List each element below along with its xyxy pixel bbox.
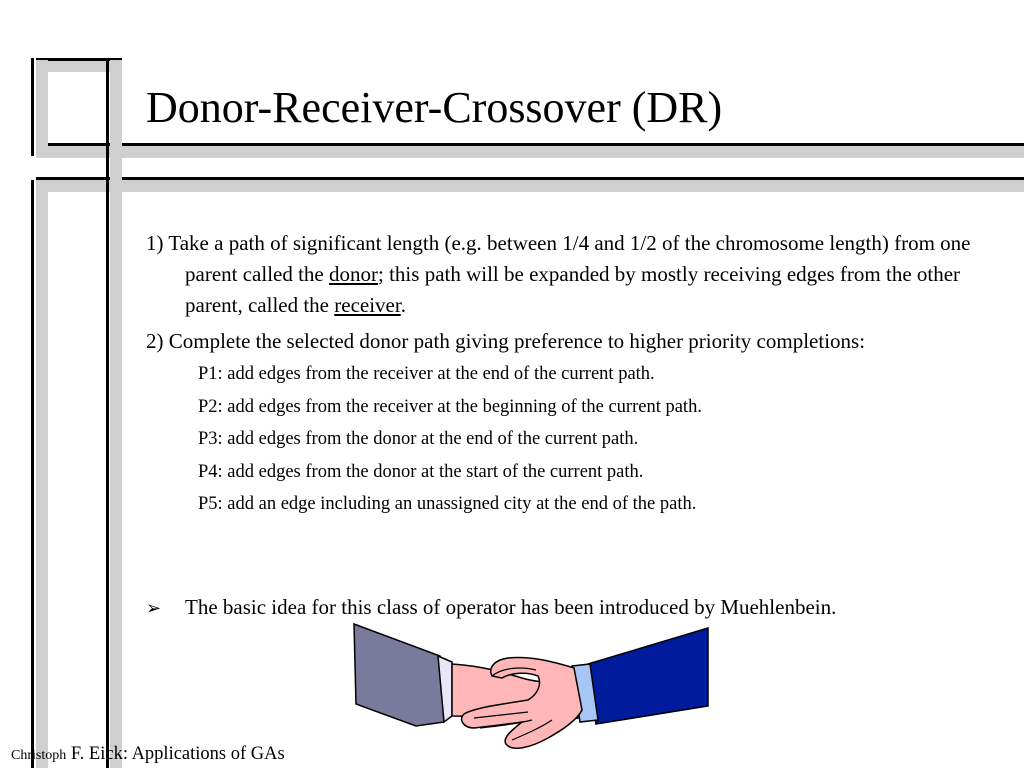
priority-p5: P5: add an edge including an unassigned city at the end of the path. <box>198 494 697 515</box>
frame-column-shadow <box>110 60 122 768</box>
frame-left-line <box>31 58 34 156</box>
priority-p3: P3: add edges from the donor at the end of the current path. <box>198 429 639 450</box>
arrow-bullet-icon: ➢ <box>146 598 162 619</box>
frame-lower-rule-line <box>36 177 1024 180</box>
step-1-end: . <box>400 293 406 317</box>
handshake-illustration <box>352 620 712 760</box>
step-1-text: 1) Take a path of significant length (e.g. between 1/4 and 1/2 of the chromosome length) from one parent called the <box>146 231 971 286</box>
priority-p2: P2: add edges from the receiver at the beginning of the current path. <box>198 396 702 417</box>
donor-term: donor <box>329 262 379 286</box>
frame-left-shadow <box>36 60 48 156</box>
step-1 <box>146 228 1006 321</box>
right-sleeve <box>588 628 708 724</box>
frame-lower-rule-shadow <box>36 180 1024 192</box>
footer <box>11 742 285 768</box>
frame-column-line <box>106 60 109 768</box>
receiver-term: receiver <box>334 293 401 317</box>
footer-author-rest: F. Eick: Applications of GAs <box>66 744 285 764</box>
slide-title: Donor-Receiver-Crossover (DR) <box>146 83 723 132</box>
frame-upper-rule-shadow <box>36 146 1024 158</box>
frame-upper-rule-line <box>48 143 1024 146</box>
slide-body <box>146 228 1006 525</box>
priority-p1: P1: add edges from the receiver at the end of the current path. <box>198 364 655 384</box>
priority-p4: P4: add edges from the donor at the start of the current path. <box>198 461 644 482</box>
left-sleeve <box>354 624 444 726</box>
bullet-text: The basic idea for this class of operator has been introduced by Muehlenbein. <box>185 595 837 619</box>
frame-lower-left-shadow <box>36 180 48 768</box>
footer-author-first: Christoph <box>11 748 67 763</box>
step-1-middle: ; this path will be expanded by mostly receiving edges from the other parent, called the <box>185 262 961 317</box>
step-2: 2) Complete the selected donor path giving preference to higher priority completions: <box>146 329 866 353</box>
frame-lower-left-line <box>31 180 34 768</box>
